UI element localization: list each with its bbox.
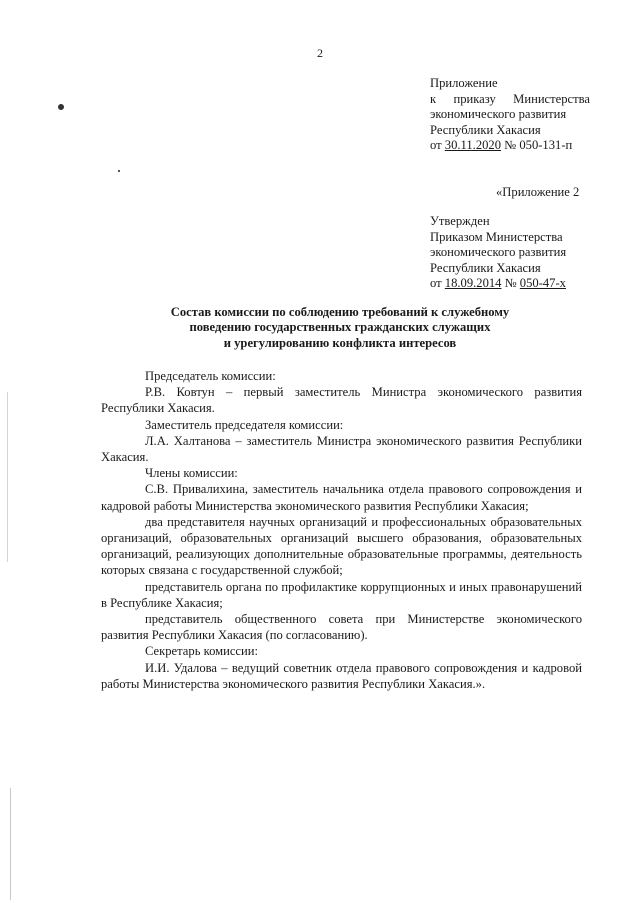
approval-line: Приказом Министерства <box>430 229 563 244</box>
number-prefix: № <box>501 138 520 153</box>
member-entry: представитель органа по профилактике коррупционных и иных правонарушений в Республике Хакасия; <box>101 579 582 610</box>
secretary-label: Секретарь комиссии: <box>145 644 258 659</box>
members-label: Члены комиссии: <box>145 466 238 481</box>
approval-line: Республики Хакасия <box>430 260 541 275</box>
approval-date: 18.09.2014 <box>444 276 502 291</box>
member-entry: представитель общественного совета при Министерстве экономического развития Республики Хакасия (по согласованию). <box>101 612 582 643</box>
document-title <box>100 305 580 351</box>
chair-entry: Р.В. Ковтун – первый заместитель Министра экономического развития Республики Хакасия. <box>101 385 582 416</box>
date-prefix: от <box>430 138 445 153</box>
secretary-entry: И.И. Удалова – ведущий советник отдела правового сопровождения и кадровой работы Министерства экономического развития Республики Хакасия.». <box>101 660 582 691</box>
title-line: Состав комиссии по соблюдению требований к служебному <box>170 305 510 319</box>
vice-chair-entry: Л.А. Халтанова – заместитель Министра экономического развития Республики Хакасия. <box>101 433 582 465</box>
title-line: поведению государственных гражданских служащих <box>189 320 491 335</box>
number-prefix: № <box>501 276 520 291</box>
date-prefix: от <box>430 276 445 291</box>
appendix-header <box>430 76 590 154</box>
member-entry: два представителя научных организаций и профессиональных образовательных организаций, образовательных организаций высшего образования, образовательных организаций, реализующих дополнительные образовательные программы, деятельность которых связана с государственной службой; <box>101 514 582 578</box>
approval-date-line <box>430 276 590 292</box>
page-number: 2 <box>317 46 323 60</box>
appendix-header-line: к приказу Министерства <box>430 91 590 106</box>
vice-chair-label: Заместитель председателя комиссии: <box>145 417 344 432</box>
scan-edge-line <box>7 392 8 562</box>
appendix-header-line: Республики Хакасия <box>430 122 541 137</box>
appendix-header-line: Приложение <box>430 76 498 90</box>
order-number: 050-131-п <box>519 138 573 153</box>
approval-line: Утвержден <box>430 214 490 228</box>
scan-mark <box>118 170 120 172</box>
scan-edge-line <box>10 788 11 900</box>
title-line: и урегулированию конфликта интересов <box>223 335 457 350</box>
approval-block <box>430 214 590 292</box>
appendix-header-line: экономического развития <box>430 107 567 122</box>
approval-number: 050-47-х <box>519 276 566 291</box>
order-date: 30.11.2020 <box>444 138 502 153</box>
scan-mark <box>57 103 65 111</box>
member-entry: С.В. Привалихина, заместитель начальника отдела правового сопровождения и кадровой работы Министерства экономического развития Республики Хакасия; <box>101 482 582 513</box>
appendix-2-label: «Приложение 2 <box>496 185 580 199</box>
chair-label: Председатель комиссии: <box>145 369 276 383</box>
commission-composition <box>101 368 582 692</box>
appendix-header-date-line <box>430 138 590 154</box>
approval-line: экономического развития <box>430 245 567 260</box>
